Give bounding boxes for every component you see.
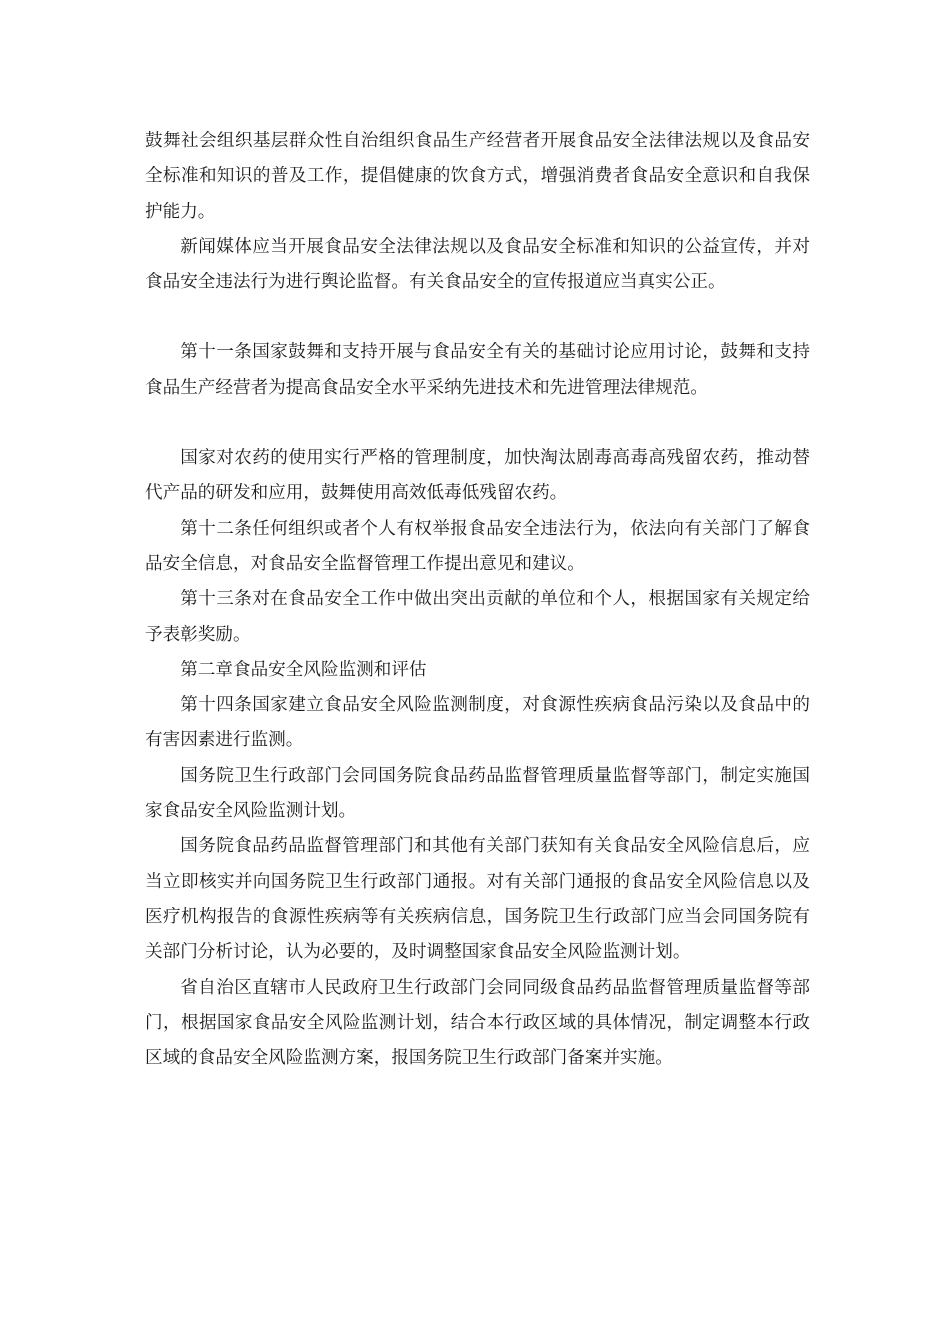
paragraph-spacer — [145, 300, 810, 335]
paragraph-monitoring-plan: 国务院卫生行政部门会同国务院食品药品监督管理质量监督等部门，制定实施国家食品安全风险监测计划。 — [145, 765, 810, 822]
paragraph-pesticides: 国家对农药的使用实行严格的管理制度，加快淘汰剧毒高毒高残留农药，推动替代产品的研发和应用，鼓舞使用高效低毒低残留农药。 — [145, 448, 810, 504]
document-body — [145, 124, 810, 1076]
article-12: 第十二条任何组织或者个人有权举报食品安全违法行为，依法向有关部门了解食品安全信息，对食品安全监督管理工作提出意见和建议。 — [145, 518, 810, 574]
paragraph-risk-info: 国务院食品药品监督管理部门和其他有关部门获知有关食品安全风险信息后，应当立即核实并向国务院卫生行政部门通报。对有关部门通报的食品安全风险信息以及医疗机构报告的食源性疾病等有关疾病信息，国务院卫生行政部门应当会同国务院有关部门分析讨论，认为必要的，及时调整国家食品安全风险监测计划。 — [145, 836, 810, 963]
article-14: 第十四条国家建立食品安全风险监测制度，对食源性疾病食品污染以及食品中的有害因素进行监测。 — [145, 695, 810, 751]
paragraph-2: 新闻媒体应当开展食品安全法律法规以及食品安全标准和知识的公益宣传，并对食品安全违法行为进行舆论监督。有关食品安全的宣传报道应当真实公正。 — [145, 236, 810, 293]
article-13: 第十三条对在食品安全工作中做出突出贡献的单位和个人，根据国家有关规定给予表彰奖励。 — [145, 589, 810, 645]
paragraph-spacer — [145, 406, 810, 441]
paragraph-provincial-plan: 省自治区直辖市人民政府卫生行政部门会同同级食品药品监督管理质量监督等部门，根据国家食品安全风险监测计划，结合本行政区域的具体情况，制定调整本行政区域的食品安全风险监测方案，报国务院卫生行政部门备案并实施。 — [145, 977, 810, 1069]
article-11: 第十一条国家鼓舞和支持开展与食品安全有关的基础讨论应用讨论，鼓舞和支持食品生产经营者为提高食品安全水平采纳先进技术和先进管理法律规范。 — [145, 342, 810, 398]
paragraph-1: 鼓舞社会组织基层群众性自治组织食品生产经营者开展食品安全法律法规以及食品安全标准和知识的普及工作，提倡健康的饮食方式，增强消费者食品安全意识和自我保护能力。 — [145, 131, 810, 222]
chapter-2-heading: 第二章食品安全风险监测和评估 — [180, 659, 427, 680]
